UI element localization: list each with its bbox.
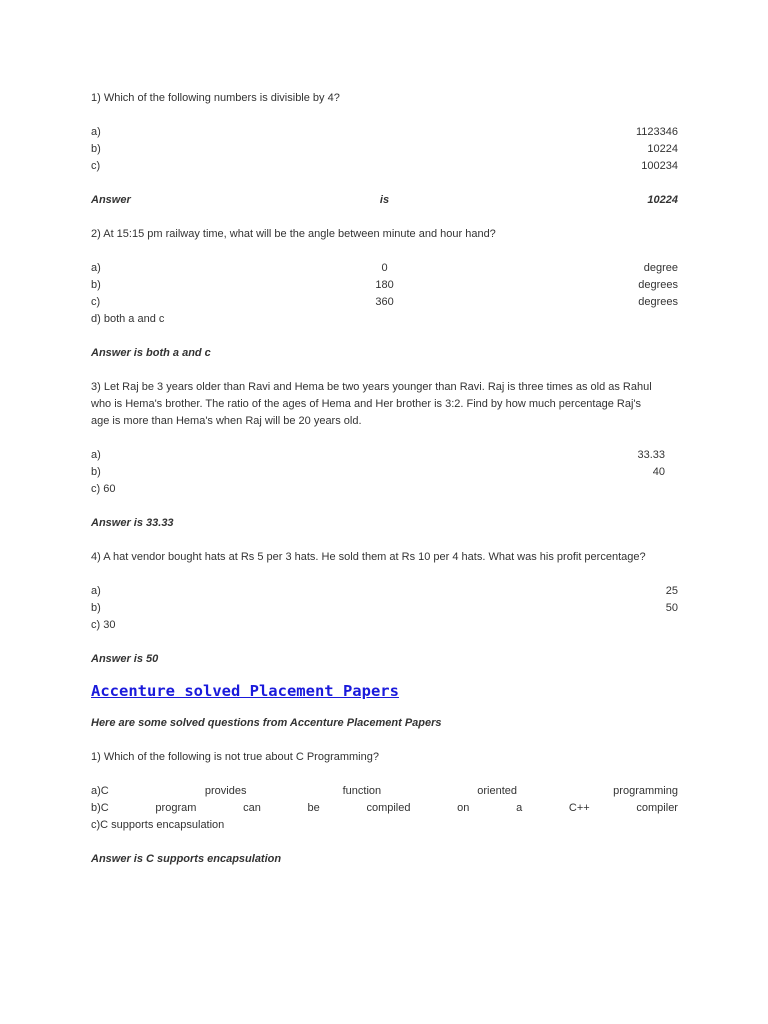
word: a <box>516 802 523 814</box>
option-value: 25 <box>665 585 678 597</box>
option-label: a) <box>91 262 101 274</box>
q3-question-line: 3) Let Raj be 3 years older than Ravi and Hema be two years younger than Ravi. Raj is three times as old as Rahul <box>91 381 652 393</box>
word: provides <box>204 785 247 797</box>
q4-question: 4) A hat vendor bought hats at Rs 5 per 3 hats. He sold them at Rs 10 per 4 hats. What was his profit percentage? <box>91 551 646 563</box>
option-value: 10224 <box>647 143 678 155</box>
option-unit: degrees <box>638 279 679 291</box>
answer-word: Answer <box>91 194 131 206</box>
word: compiled <box>366 802 411 814</box>
q2-option-a <box>91 260 678 277</box>
q3-option-b <box>91 464 678 481</box>
q2-question: 2) At 15:15 pm railway time, what will be the angle between minute and hour hand? <box>91 228 496 240</box>
q2-option-c <box>91 294 678 311</box>
q3-answer: Answer is 33.33 <box>91 517 174 529</box>
q3-question-line: who is Hema's brother. The ratio of the ages of Hema and Her brother is 3:2. Find by how much percentage Raj's <box>91 398 641 410</box>
q2-answer: Answer is both a and c <box>91 347 211 359</box>
word: can <box>243 802 261 814</box>
word: compiler <box>636 802 678 814</box>
q1-option-b <box>91 141 678 158</box>
word: program <box>155 802 197 814</box>
q3-question-line: age is more than Hema's when Raj will be 20 years old. <box>91 415 362 427</box>
document-page <box>91 90 678 868</box>
word: C++ <box>568 802 590 814</box>
option-value: 1123346 <box>635 126 678 138</box>
c1-option-a <box>91 783 678 800</box>
option-value: 100234 <box>641 160 678 172</box>
word: a)C <box>91 785 109 797</box>
c1-option-b <box>91 800 678 817</box>
word: function <box>342 785 382 797</box>
option-label: a) <box>91 585 101 597</box>
option-value: 0 <box>381 262 388 274</box>
word: oriented <box>477 785 518 797</box>
section-heading-link[interactable]: Accenture solved Placement Papers <box>91 682 399 700</box>
c1-answer: Answer is C supports encapsulation <box>91 853 282 865</box>
q1-question: 1) Which of the following numbers is divisible by 4? <box>91 92 340 104</box>
option-value: 50 <box>665 602 678 614</box>
option-unit: degree <box>643 262 679 274</box>
answer-value: 10224 <box>647 194 679 206</box>
c1-question: 1) Which of the following is not true about C Programming? <box>91 751 379 763</box>
option-value: 360 <box>375 296 394 308</box>
word: on <box>457 802 470 814</box>
option-label: c) <box>91 296 101 308</box>
option-label: b) <box>91 279 101 291</box>
option-value: 33.33 <box>637 449 665 461</box>
q3-question <box>91 379 678 430</box>
q2-option-d: d) both a and c <box>91 313 165 325</box>
option-unit: degrees <box>638 296 679 308</box>
q3-option-c: c) 60 <box>91 483 116 495</box>
word: b)C <box>91 802 109 814</box>
c1-option-c: c)C supports encapsulation <box>91 819 225 831</box>
section-intro: Here are some solved questions from Accenture Placement Papers <box>91 717 442 729</box>
answer-is: is <box>379 194 390 206</box>
option-value: 40 <box>652 466 665 478</box>
option-label: b) <box>91 602 101 614</box>
q1-answer <box>91 192 678 209</box>
q4-answer: Answer is 50 <box>91 653 159 665</box>
q4-option-c: c) 30 <box>91 619 116 631</box>
q4-option-b <box>91 600 678 617</box>
q1-option-a <box>91 124 678 141</box>
q3-option-a <box>91 447 678 464</box>
word: programming <box>613 785 678 797</box>
q1-option-c <box>91 158 678 175</box>
option-value: 180 <box>375 279 394 291</box>
word: be <box>307 802 320 814</box>
option-label: b) <box>91 143 101 155</box>
option-label: a) <box>91 449 101 461</box>
q2-option-b <box>91 277 678 294</box>
option-label: b) <box>91 466 101 478</box>
q4-option-a <box>91 583 678 600</box>
option-label: c) <box>91 160 101 172</box>
option-label: a) <box>91 126 101 138</box>
